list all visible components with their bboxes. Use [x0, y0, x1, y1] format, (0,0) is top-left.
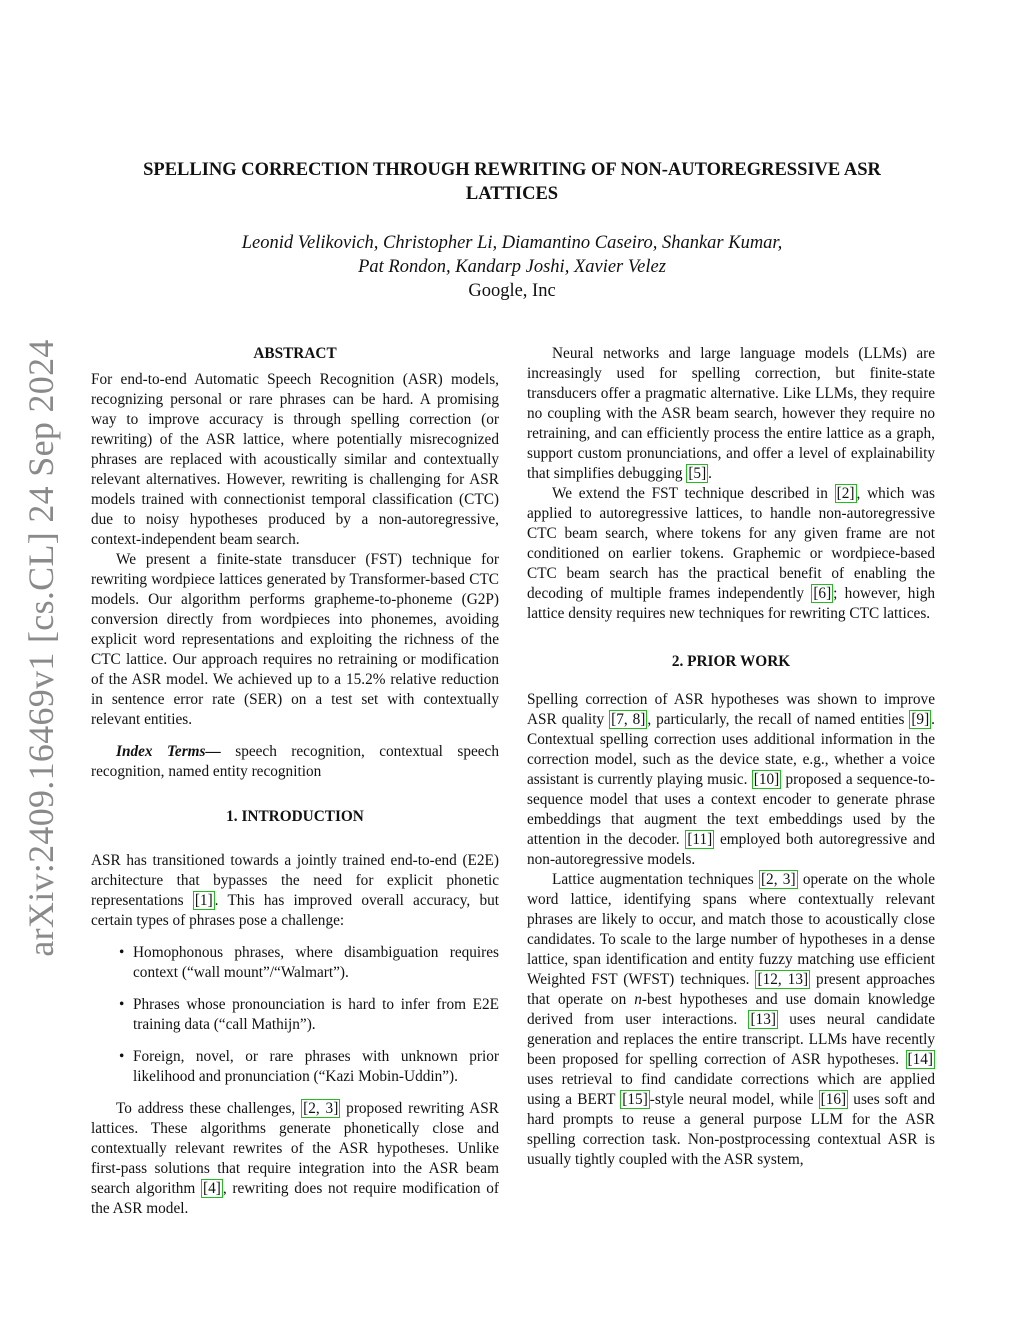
prior-work-heading: 2. PRIOR WORK	[671, 653, 791, 670]
list-item: • Homophonous phrases, where disambiguation requires context (“wall mount”/“Walmart”).	[91, 943, 499, 983]
abstract-heading: ABSTRACT	[253, 345, 337, 362]
author-block	[100, 231, 924, 303]
authors-line-2: Pat Rondon, Kandarp Joshi, Xavier Velez	[358, 257, 666, 277]
introduction-heading: 1. INTRODUCTION	[226, 808, 364, 825]
intro-paragraph-2: To address these challenges, [2, 3] proposed rewriting ASR lattices. These algorithms generate phonetically close and contextually relevant rewrites of the ASR hypotheses. Unlike first-pass solutions that require integration into the ASR beam search algorithm [4] , rewriting does not require modification of the ASR model.	[91, 1100, 499, 1217]
citation-link[interactable]: [2, 3]	[303, 1100, 339, 1117]
prior-work-paragraph-2: Lattice augmentation techniques [2, 3] operate on the whole word lattice, identifying spans where contextually relevant phrases are likely to occur, and match those to acoustically close candidates. To scale to the large number of hypotheses in a dense lattice, span identification and entity fuzzy matching use efficient Weighted FST (WFST) techniques. [12, 13] present approaches that operate on n-best hypotheses and use domain knowledge derived from user interactions. [13] uses neural candidate generation and replaces the entire transcript. LLMs have recently been proposed for spelling correction of ASR hypotheses. [14] uses retrieval to find candidate corrections which are applied using a BERT [15] -style neural model, while [16] uses soft and hard prompts to reuse a general purpose LLM for the ASR spelling correction task. Non-postprocessing contextual ASR is usually tightly coupled with the ASR system,	[527, 871, 936, 1168]
right-column	[527, 344, 935, 1170]
arxiv-identifier: arXiv:2409.16469v1 [cs.CL] 24 Sep 2024	[21, 339, 61, 957]
citation-link[interactable]: [14]	[907, 1051, 933, 1068]
citation-link[interactable]: [6]	[813, 585, 832, 602]
index-terms	[91, 742, 499, 782]
citation-link[interactable]: [1]	[194, 892, 213, 909]
challenge-list	[91, 943, 499, 1087]
paper-title: SPELLING CORRECTION THROUGH REWRITING OF NON-AUTOREGRESSIVE ASR LATTICES	[143, 160, 881, 204]
abstract-paragraph-1: For end-to-end Automatic Speech Recognition (ASR) models, recognizing personal or rare phrases can be hard. A promising way to improve accuracy is through spelling correction (or rewriting) of the ASR lattice, where potentially misrecognized phrases are replaced with acoustically similar and contextually relevant alternatives. However, rewriting is challenging for ASR models trained with connectionist temporal classification (CTC) due to noisy hypotheses produced by a non-autoregressive, context-independent beam search.	[91, 371, 499, 548]
citation-link[interactable]: [15]	[622, 1091, 648, 1108]
index-terms-text: speech recognition, contextual speech recognition, named entity recognition	[91, 743, 499, 780]
citation-link[interactable]: [2, 3]	[760, 871, 796, 888]
citation-link[interactable]: [11]	[687, 831, 713, 848]
citation-link[interactable]: [10]	[753, 771, 780, 788]
index-terms-label: Index Terms—	[116, 743, 221, 760]
list-item: • Phrases whose pronounciation is hard to infer from E2E training data (“call Mathijn”).	[91, 995, 499, 1035]
citation-link[interactable]: [16]	[820, 1091, 847, 1108]
intro-paragraph-1: ASR has transitioned towards a jointly trained end-to-end (E2E) architecture that bypasses the need for explicit phonetic representations [1] . This has improved overall accuracy, but certain types of phrases pose a challenge:	[91, 852, 499, 929]
intro-paragraph-4: We extend the FST technique described in [2] , which was applied to autoregressive lattices, to handle non-autoregressive CTC beam search, where tokens for any given frame are not conditioned on earlier tokens. Graphemic or wordpiece-based CTC beam search has the practical benefit of enabling the decoding of multiple frames independently [6] ; however, high lattice density requires new techniques for rewriting CTC lattices.	[527, 485, 935, 622]
citation-link[interactable]: [12, 13]	[757, 971, 809, 988]
affiliation: Google, Inc	[468, 281, 556, 301]
citation-link[interactable]: [13]	[750, 1011, 776, 1028]
citation-link[interactable]: [7, 8]	[611, 711, 646, 728]
authors-line-1: Leonid Velikovich, Christopher Li, Diamantino Caseiro, Shankar Kumar,	[241, 233, 783, 253]
citation-link[interactable]: [2]	[836, 485, 855, 502]
citation-link[interactable]: [9]	[911, 711, 930, 728]
prior-work-paragraph-1: Spelling correction of ASR hypotheses was shown to improve ASR quality [7, 8] , particularly, the recall of named entities [9] . Contextual spelling correction uses additional information in the correction model, such as the device state, e.g., whether a voice assistant is currently playing music. [10] proposed a sequence-to-sequence model that uses a context encoder to generate phrase embeddings that augment the text embeddings used by the attention in the decoder. [11] employed both autoregressive and non-autoregressive models.	[527, 691, 936, 868]
left-column	[91, 344, 499, 1219]
citation-link[interactable]: [5]	[688, 465, 707, 482]
abstract-paragraph-2: We present a finite-state transducer (FST) technique for rewriting wordpiece lattices generated by Transformer-based CTC models. Our algorithm performs grapheme-to-phoneme (G2P) conversion directly from wordpieces into phonemes, avoiding explicit word representations and exploiting the richness of the CTC lattice. Our approach requires no retraining or modification of the ASR model. We achieved up to a 15.2% relative reduction in sentence error rate (SER) on a test set with contextually relevant entities.	[91, 551, 499, 728]
intro-paragraph-3: Neural networks and large language models (LLMs) are increasingly used for spelling correction, but finite-state transducers offer a pragmatic alternative. Like LLMs, they require no coupling with the ASR beam search, however they require no retraining, and can efficiently process the entire lattice as a graph, support custom pronunciations, and offer a level of explainability that simplifies debugging [5] .	[527, 345, 935, 482]
math-variable: n	[634, 991, 642, 1008]
citation-link[interactable]: [4]	[203, 1180, 221, 1197]
list-item: • Foreign, novel, or rare phrases with unknown prior likelihood and pronunciation (“Kazi Mobin-Uddin”).	[91, 1047, 499, 1087]
